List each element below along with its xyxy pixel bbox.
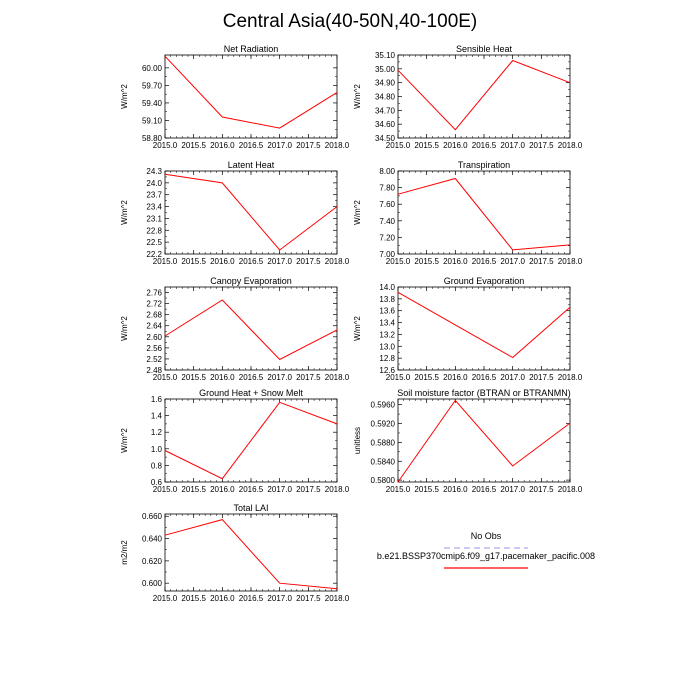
y-tick-label: 2.48: [146, 366, 162, 375]
chart-panel-5: [120, 276, 350, 382]
y-tick-label: 22.8: [146, 226, 162, 236]
panel-title: Sensible Heat: [455, 44, 513, 54]
y-tick-label: 14.0: [379, 283, 395, 292]
legend: [377, 531, 595, 568]
x-tick-label: 2015.0: [385, 485, 411, 494]
x-tick-label: 2015.0: [152, 373, 178, 382]
y-tick-label: 12.6: [379, 366, 395, 375]
panel-title: Ground Evaporation: [443, 276, 525, 286]
y-tick-label: 22.5: [146, 238, 162, 248]
y-tick-label: 23.1: [146, 214, 162, 224]
plot-frame: [398, 287, 570, 370]
x-tick-label: 2018.0: [324, 373, 350, 382]
y-axis-label: unitless: [353, 426, 362, 455]
x-tick-label: 2016.5: [471, 141, 497, 150]
x-tick-label: 2017.5: [296, 141, 321, 150]
panel-title: Transpiration: [457, 160, 511, 170]
series-line: [398, 61, 570, 130]
y-tick-label: 0.5800: [370, 476, 395, 486]
chart-panel-1: [120, 44, 350, 150]
x-tick-label: 2018.0: [324, 485, 350, 494]
series-line: [165, 174, 337, 250]
y-axis-label: W/m^2: [353, 200, 362, 225]
x-tick-label: 2017.5: [296, 594, 321, 603]
y-tick-label: 34.70: [374, 106, 395, 116]
x-tick-label: 2015.5: [414, 141, 439, 150]
x-tick-label: 2015.5: [181, 141, 206, 150]
y-tick-label: 1.6: [150, 395, 162, 404]
y-tick-label: 0.620: [141, 556, 162, 566]
y-tick-label: 0.660: [141, 512, 162, 522]
x-tick-label: 2016.0: [443, 373, 468, 382]
y-tick-label: 59.40: [141, 98, 162, 108]
panel-title: Latent Heat: [227, 160, 275, 170]
y-tick-label: 24.0: [146, 178, 162, 188]
y-tick-label: 13.0: [379, 342, 395, 352]
plot-frame: [398, 171, 570, 254]
panel-title: Soil moisture factor (BTRAN or BTRANMN): [397, 388, 571, 398]
x-tick-label: 2017.0: [500, 141, 525, 150]
x-tick-label: 2015.5: [414, 257, 439, 266]
x-tick-label: 2017.5: [296, 257, 321, 266]
chart-panel-7: [120, 388, 350, 494]
series-line: [398, 179, 570, 250]
chart-panel-6: [353, 276, 583, 382]
y-tick-label: 7.80: [379, 183, 395, 193]
y-tick-label: 23.7: [146, 190, 162, 200]
y-tick-label: 7.00: [379, 250, 395, 259]
y-tick-label: 1.0: [150, 444, 162, 454]
y-axis-label: W/m^2: [120, 200, 129, 225]
series-line: [398, 400, 570, 482]
y-tick-label: 0.5920: [370, 419, 395, 429]
legend-obs-label: No Obs: [470, 531, 502, 541]
y-tick-label: 2.60: [146, 332, 162, 342]
y-tick-label: 34.60: [374, 120, 395, 130]
chart-panel-2: [353, 44, 583, 150]
y-tick-label: 1.4: [150, 411, 162, 421]
x-tick-label: 2017.0: [267, 257, 292, 266]
plot-frame: [398, 399, 570, 482]
series-line: [165, 402, 337, 478]
x-tick-label: 2015.0: [385, 257, 411, 266]
y-tick-label: 59.10: [141, 116, 162, 126]
x-tick-label: 2015.0: [152, 141, 178, 150]
chart-panel-3: [120, 160, 350, 266]
y-tick-label: 7.40: [379, 216, 395, 226]
x-tick-label: 2016.5: [471, 373, 497, 382]
plot-frame: [165, 171, 337, 254]
y-axis-label: m2/m2: [120, 540, 129, 565]
y-tick-label: 59.70: [141, 81, 162, 91]
y-tick-label: 2.72: [146, 299, 162, 309]
series-line: [165, 520, 337, 589]
x-tick-label: 2017.5: [296, 373, 321, 382]
y-tick-label: 0.5880: [370, 438, 395, 448]
x-tick-label: 2015.0: [385, 373, 411, 382]
x-tick-label: 2018.0: [557, 141, 583, 150]
x-tick-label: 2017.0: [267, 594, 292, 603]
x-tick-label: 2015.5: [181, 373, 206, 382]
y-tick-label: 8.00: [379, 167, 395, 176]
y-tick-label: 2.64: [146, 321, 162, 331]
x-tick-label: 2016.0: [210, 257, 235, 266]
y-tick-label: 7.20: [379, 233, 395, 243]
x-tick-label: 2016.5: [471, 485, 497, 494]
x-tick-label: 2018.0: [324, 257, 350, 266]
y-tick-label: 2.52: [146, 354, 162, 364]
plot-frame: [165, 287, 337, 370]
x-tick-label: 2017.0: [500, 485, 525, 494]
y-tick-label: 35.00: [374, 64, 395, 74]
plot-frame: [165, 514, 337, 591]
x-tick-label: 2018.0: [557, 373, 583, 382]
y-tick-label: 1.2: [150, 428, 162, 438]
y-tick-label: 34.80: [374, 92, 395, 102]
x-tick-label: 2015.5: [181, 257, 206, 266]
y-tick-label: 13.6: [379, 306, 395, 316]
x-tick-label: 2015.5: [181, 485, 206, 494]
x-tick-label: 2016.5: [238, 257, 264, 266]
y-tick-label: 35.10: [374, 51, 395, 60]
x-tick-label: 2017.0: [500, 373, 525, 382]
x-tick-label: 2017.0: [267, 373, 292, 382]
x-tick-label: 2016.0: [210, 485, 235, 494]
y-axis-label: W/m^2: [120, 428, 129, 453]
x-tick-label: 2018.0: [324, 141, 350, 150]
panel-title: Ground Heat + Snow Melt: [199, 388, 303, 398]
y-tick-label: 13.2: [379, 330, 395, 340]
y-axis-label: W/m^2: [353, 316, 362, 341]
y-tick-label: 60.00: [141, 63, 162, 73]
figure-title: Central Asia(40-50N,40-100E): [222, 11, 478, 32]
y-axis-label: W/m^2: [120, 316, 129, 341]
y-tick-label: 12.8: [379, 354, 395, 364]
y-tick-label: 2.56: [146, 343, 162, 353]
x-tick-label: 2016.0: [210, 594, 235, 603]
x-tick-label: 2017.5: [529, 485, 554, 494]
x-tick-label: 2015.5: [181, 594, 206, 603]
y-tick-label: 13.8: [379, 294, 395, 304]
y-tick-label: 2.68: [146, 310, 162, 320]
series-line: [398, 292, 570, 357]
x-tick-label: 2016.5: [238, 594, 264, 603]
x-tick-label: 2016.5: [238, 141, 264, 150]
y-tick-label: 22.2: [146, 250, 162, 259]
y-tick-label: 58.80: [141, 134, 162, 143]
x-tick-label: 2016.5: [238, 373, 264, 382]
y-tick-label: 24.3: [146, 167, 162, 176]
x-tick-label: 2018.0: [557, 485, 583, 494]
plot-frame: [165, 55, 337, 138]
y-tick-label: 0.5840: [370, 457, 395, 467]
x-tick-label: 2015.0: [152, 257, 178, 266]
x-tick-label: 2016.0: [210, 373, 235, 382]
y-axis-label: W/m^2: [120, 84, 129, 109]
y-tick-label: 0.640: [141, 534, 162, 544]
x-tick-label: 2015.0: [385, 141, 411, 150]
x-tick-label: 2016.0: [443, 485, 468, 494]
y-tick-label: 2.76: [146, 288, 162, 298]
x-tick-label: 2017.5: [529, 257, 554, 266]
x-tick-label: 2015.0: [152, 594, 178, 603]
y-tick-label: 0.5960: [370, 400, 395, 410]
series-line: [165, 300, 337, 360]
x-tick-label: 2015.5: [414, 373, 439, 382]
x-tick-label: 2017.5: [296, 485, 321, 494]
y-axis-label: W/m^2: [353, 84, 362, 109]
x-tick-label: 2018.0: [324, 594, 350, 603]
x-tick-label: 2016.0: [443, 257, 468, 266]
panel-title: Total LAI: [233, 503, 269, 513]
x-tick-label: 2018.0: [557, 257, 583, 266]
chart-panel-9: [120, 503, 350, 603]
x-tick-label: 2017.0: [500, 257, 525, 266]
x-tick-label: 2015.5: [414, 485, 439, 494]
x-tick-label: 2015.0: [152, 485, 178, 494]
x-tick-label: 2017.5: [529, 141, 554, 150]
x-tick-label: 2016.0: [210, 141, 235, 150]
x-tick-label: 2017.0: [267, 485, 292, 494]
y-tick-label: 0.8: [150, 461, 162, 471]
y-tick-label: 23.4: [146, 202, 162, 212]
x-tick-label: 2016.5: [238, 485, 264, 494]
panels: [120, 44, 583, 603]
y-tick-label: 7.60: [379, 200, 395, 210]
legend-model-label: b.e21.BSSP370cmip6.f09_g17.pacemaker_pacific.008: [376, 551, 596, 561]
chart-panel-8: [353, 388, 583, 494]
y-tick-label: 34.90: [374, 78, 395, 88]
x-tick-label: 2017.5: [529, 373, 554, 382]
y-tick-label: 34.50: [374, 134, 395, 143]
x-tick-label: 2016.5: [471, 257, 497, 266]
chart-panel-4: [353, 160, 583, 266]
y-tick-label: 0.6: [150, 478, 162, 487]
y-tick-label: 0.600: [141, 579, 162, 589]
x-tick-label: 2017.0: [267, 141, 292, 150]
panel-title: Canopy Evaporation: [210, 276, 292, 286]
panel-title: Net Radiation: [223, 44, 279, 54]
y-tick-label: 13.4: [379, 318, 395, 328]
series-line: [165, 56, 337, 128]
x-tick-label: 2016.0: [443, 141, 468, 150]
